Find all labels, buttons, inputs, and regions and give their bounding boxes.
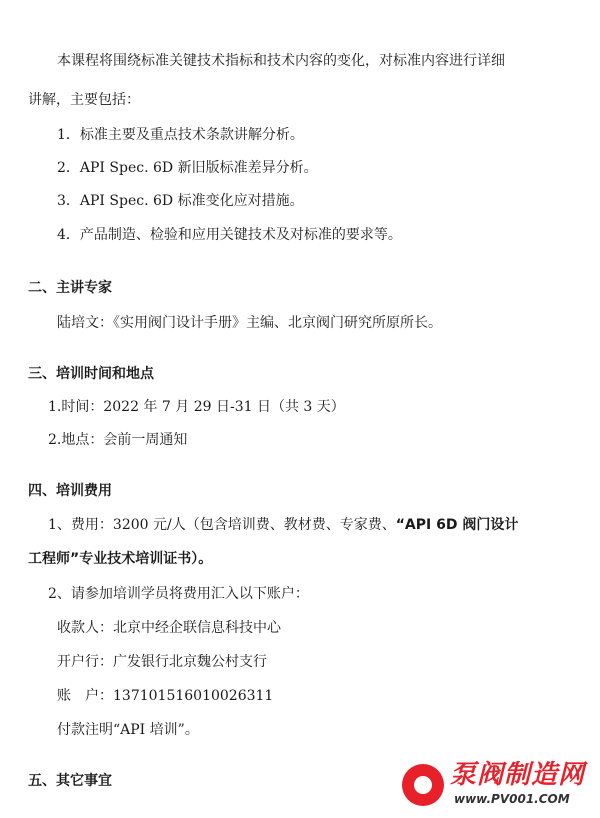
- section-heading-other: 五、其它事宜: [28, 773, 112, 789]
- intro-line-2: 讲解，主要包括：: [28, 92, 140, 108]
- intro-line-1: 本课程将围绕标准关键技术指标和技术内容的变化，对标准内容进行详细: [57, 53, 505, 69]
- watermark: [402, 758, 592, 812]
- fee-text: 1、费用：3200 元/人（包含培训费、教材费、专家费、: [48, 517, 396, 533]
- payment-note: 付款注明“API 培训”。: [57, 722, 199, 738]
- section-heading-time-place: 三、培训时间和地点: [28, 366, 154, 382]
- topic-item-3: 3．API Spec. 6D 标准变化应对措施。: [57, 193, 304, 209]
- section-heading-fee: 四、培训费用: [28, 483, 112, 499]
- section-heading-expert: 二、主讲专家: [28, 280, 112, 296]
- account-number: 账 户：137101516010026311: [57, 688, 274, 704]
- watermark-logo-icon: [402, 764, 444, 806]
- training-time: 1.时间：2022 年 7 月 29 日-31 日（共 3 天）: [48, 399, 345, 415]
- topic-item-4: 4．产品制造、检验和应用关键技术及对标准的要求等。: [57, 227, 402, 243]
- topic-item-1: 1．标准主要及重点技术条款讲解分析。: [57, 127, 304, 143]
- certificate-title: “API 6D 阀门设计: [395, 517, 519, 533]
- payee: 收款人：北京中经企联信息科技中心: [57, 620, 281, 636]
- topic-item-2: 2．API Spec. 6D 新旧版标准差异分析。: [57, 160, 318, 176]
- expert-text: 陆培文：《实用阀门设计手册》主编、北京阀门研究所原所长。: [57, 315, 442, 331]
- fee-line-1: [48, 516, 518, 534]
- watermark-title: 泵阀制造网: [450, 760, 586, 790]
- training-place: 2.地点：会前一周通知: [48, 432, 188, 448]
- fee-line-2: 工程师”专业技术培训证书）。: [28, 551, 213, 567]
- remit-instruction: 2、请参加培训学员将费用汇入以下账户：: [48, 586, 309, 602]
- bank: 开户行：广发银行北京魏公村支行: [57, 654, 267, 670]
- watermark-url: www.PV001.COM: [454, 792, 570, 806]
